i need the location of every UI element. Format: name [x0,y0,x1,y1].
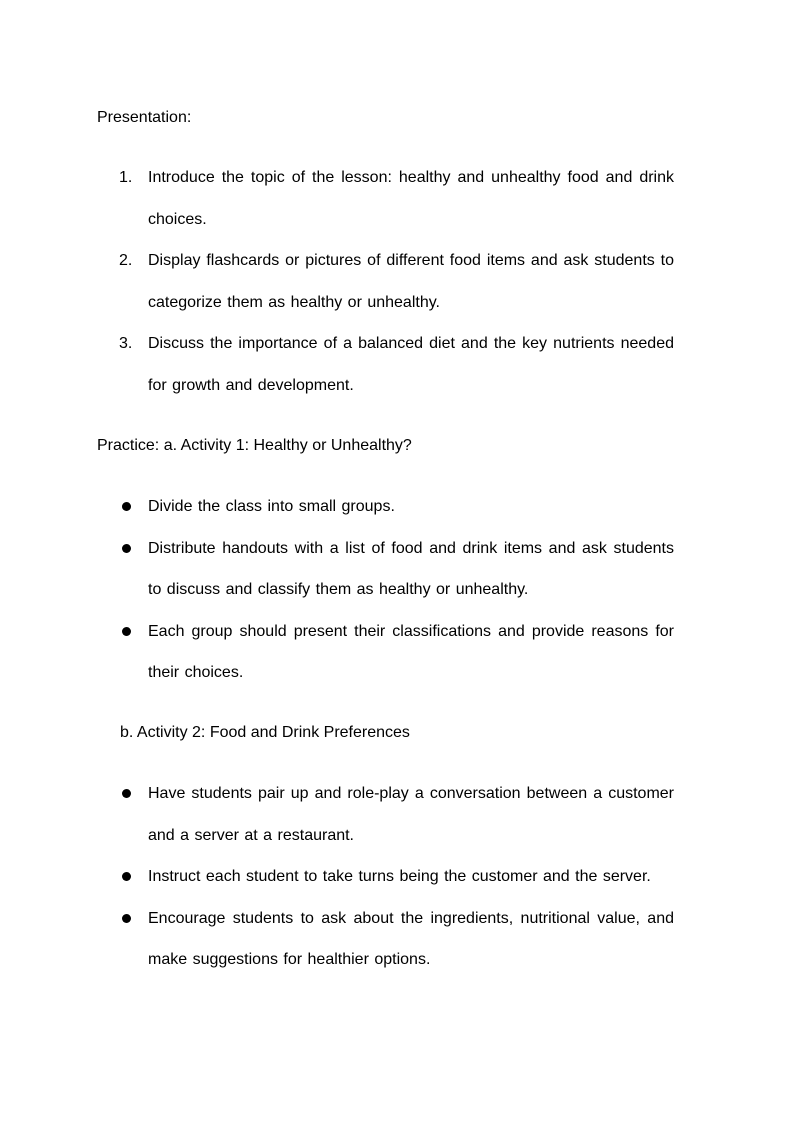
list-item-text: Each group should present their classifications and provide reasons for their choices. [148,622,674,681]
bullet-icon [122,627,131,636]
list-item [0,773,794,856]
list-item-text: Distribute handouts with a list of food and drink items and ask students to discuss and classify them as healthy or unhealthy. [148,539,674,598]
list-item [0,157,794,240]
list-item [0,898,794,981]
list-item [0,856,794,898]
practice-heading: Practice: a. Activity 1: Healthy or Unhealthy? [97,437,412,454]
activity2-list [0,773,794,981]
list-item-text: Discuss the importance of a balanced diet and the key nutrients needed for growth and development. [148,335,674,394]
bullet-icon [122,502,131,511]
list-item-text: Instruct each student to take turns being the customer and the server. [148,868,651,885]
bullet-icon [122,544,131,553]
activity1-list [0,486,794,694]
presentation-list [0,157,794,406]
list-item-text: Display flashcards or pictures of different food items and ask students to categorize them as healthy or unhealthy. [148,252,674,311]
list-item [0,240,794,323]
list-item-text: Divide the class into small groups. [148,498,395,515]
list-number: 1. [119,169,133,186]
list-item-text: Introduce the topic of the lesson: healthy and unhealthy food and drink choices. [148,169,674,228]
list-item [0,611,794,694]
list-number: 2. [119,252,133,269]
bullet-icon [122,914,131,923]
list-item-text: Have students pair up and role-play a conversation between a customer and a server at a restaurant. [148,785,674,844]
bullet-icon [122,872,131,881]
activity2-heading: b. Activity 2: Food and Drink Preferences [120,724,410,741]
presentation-heading: Presentation: [97,109,192,126]
list-item [0,486,794,528]
list-item-text: Encourage students to ask about the ingredients, nutritional value, and make suggestions for healthier options. [148,909,674,968]
list-item [0,323,794,406]
bullet-icon [122,789,131,798]
list-number: 3. [119,335,133,352]
list-item [0,528,794,611]
